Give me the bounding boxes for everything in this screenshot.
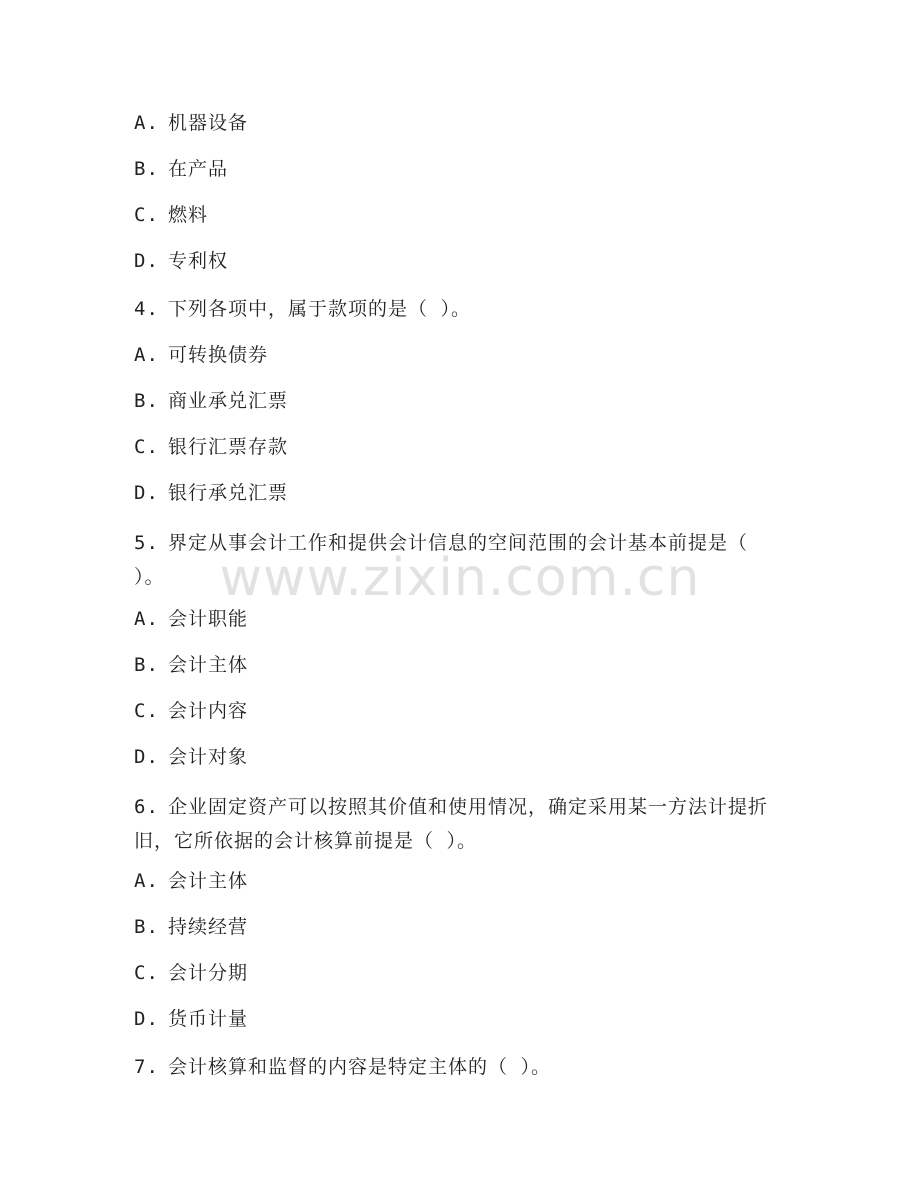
option-text: 会计对象 [168,746,249,768]
option-b [134,156,228,182]
question-4-stem [134,296,471,322]
option-d [134,248,228,274]
option-label: A. [134,608,159,630]
option-text: 会计主体 [168,654,249,676]
question-text: 界定从事会计工作和提供会计信息的空间范围的会计基本前提是（ ）。 [134,532,749,588]
option-a [134,342,268,368]
option-text: 货币计量 [168,1008,249,1030]
option-text: 会计职能 [168,608,249,630]
question-number: 7. [134,1056,159,1078]
option-label: C. [134,700,159,722]
option-b [134,652,248,678]
question-number: 6. [134,796,159,818]
option-text: 在产品 [168,158,229,180]
option-b [134,914,248,940]
option-label: D. [134,250,159,272]
option-a [134,606,248,632]
option-text: 燃料 [168,204,209,226]
question-text: 企业固定资产可以按照其价值和使用情况，确定采用某一方法计提折旧，它所依据的会计核算前提是（ ）。 [134,796,769,852]
option-c [134,434,288,460]
option-a [134,868,248,894]
question-text: 下列各项中，属于款项的是（ ）。 [168,298,471,320]
option-label: B. [134,390,159,412]
option-text: 专利权 [168,250,229,272]
option-d [134,480,288,506]
question-number: 4. [134,298,159,320]
question-7-stem [134,1054,551,1080]
option-text: 会计分期 [168,962,249,984]
option-b [134,388,288,414]
option-text: 银行承兑汇票 [168,482,289,504]
option-text: 会计内容 [168,700,249,722]
option-label: D. [134,482,159,504]
option-label: A. [134,870,159,892]
option-label: D. [134,746,159,768]
option-text: 持续经营 [168,916,249,938]
option-c [134,698,248,724]
option-label: C. [134,962,159,984]
option-text: 会计主体 [168,870,249,892]
option-text: 可转换债券 [168,344,269,366]
option-label: A. [134,344,159,366]
option-label: C. [134,436,159,458]
option-label: D. [134,1008,159,1030]
option-label: B. [134,158,159,180]
option-label: C. [134,204,159,226]
option-c [134,960,248,986]
option-d [134,1006,248,1032]
option-text: 商业承兑汇票 [168,390,289,412]
question-number: 5. [134,532,159,554]
option-text: 银行汇票存款 [168,436,289,458]
option-text: 机器设备 [168,112,249,134]
option-c [134,202,208,228]
question-text: 会计核算和监督的内容是特定主体的（ ）。 [168,1056,551,1078]
option-a [134,110,248,136]
option-label: B. [134,916,159,938]
option-label: A. [134,112,159,134]
option-d [134,744,248,770]
option-label: B. [134,654,159,676]
watermark: www.zixin.com.cn [219,548,701,608]
question-6-stem [134,790,784,858]
